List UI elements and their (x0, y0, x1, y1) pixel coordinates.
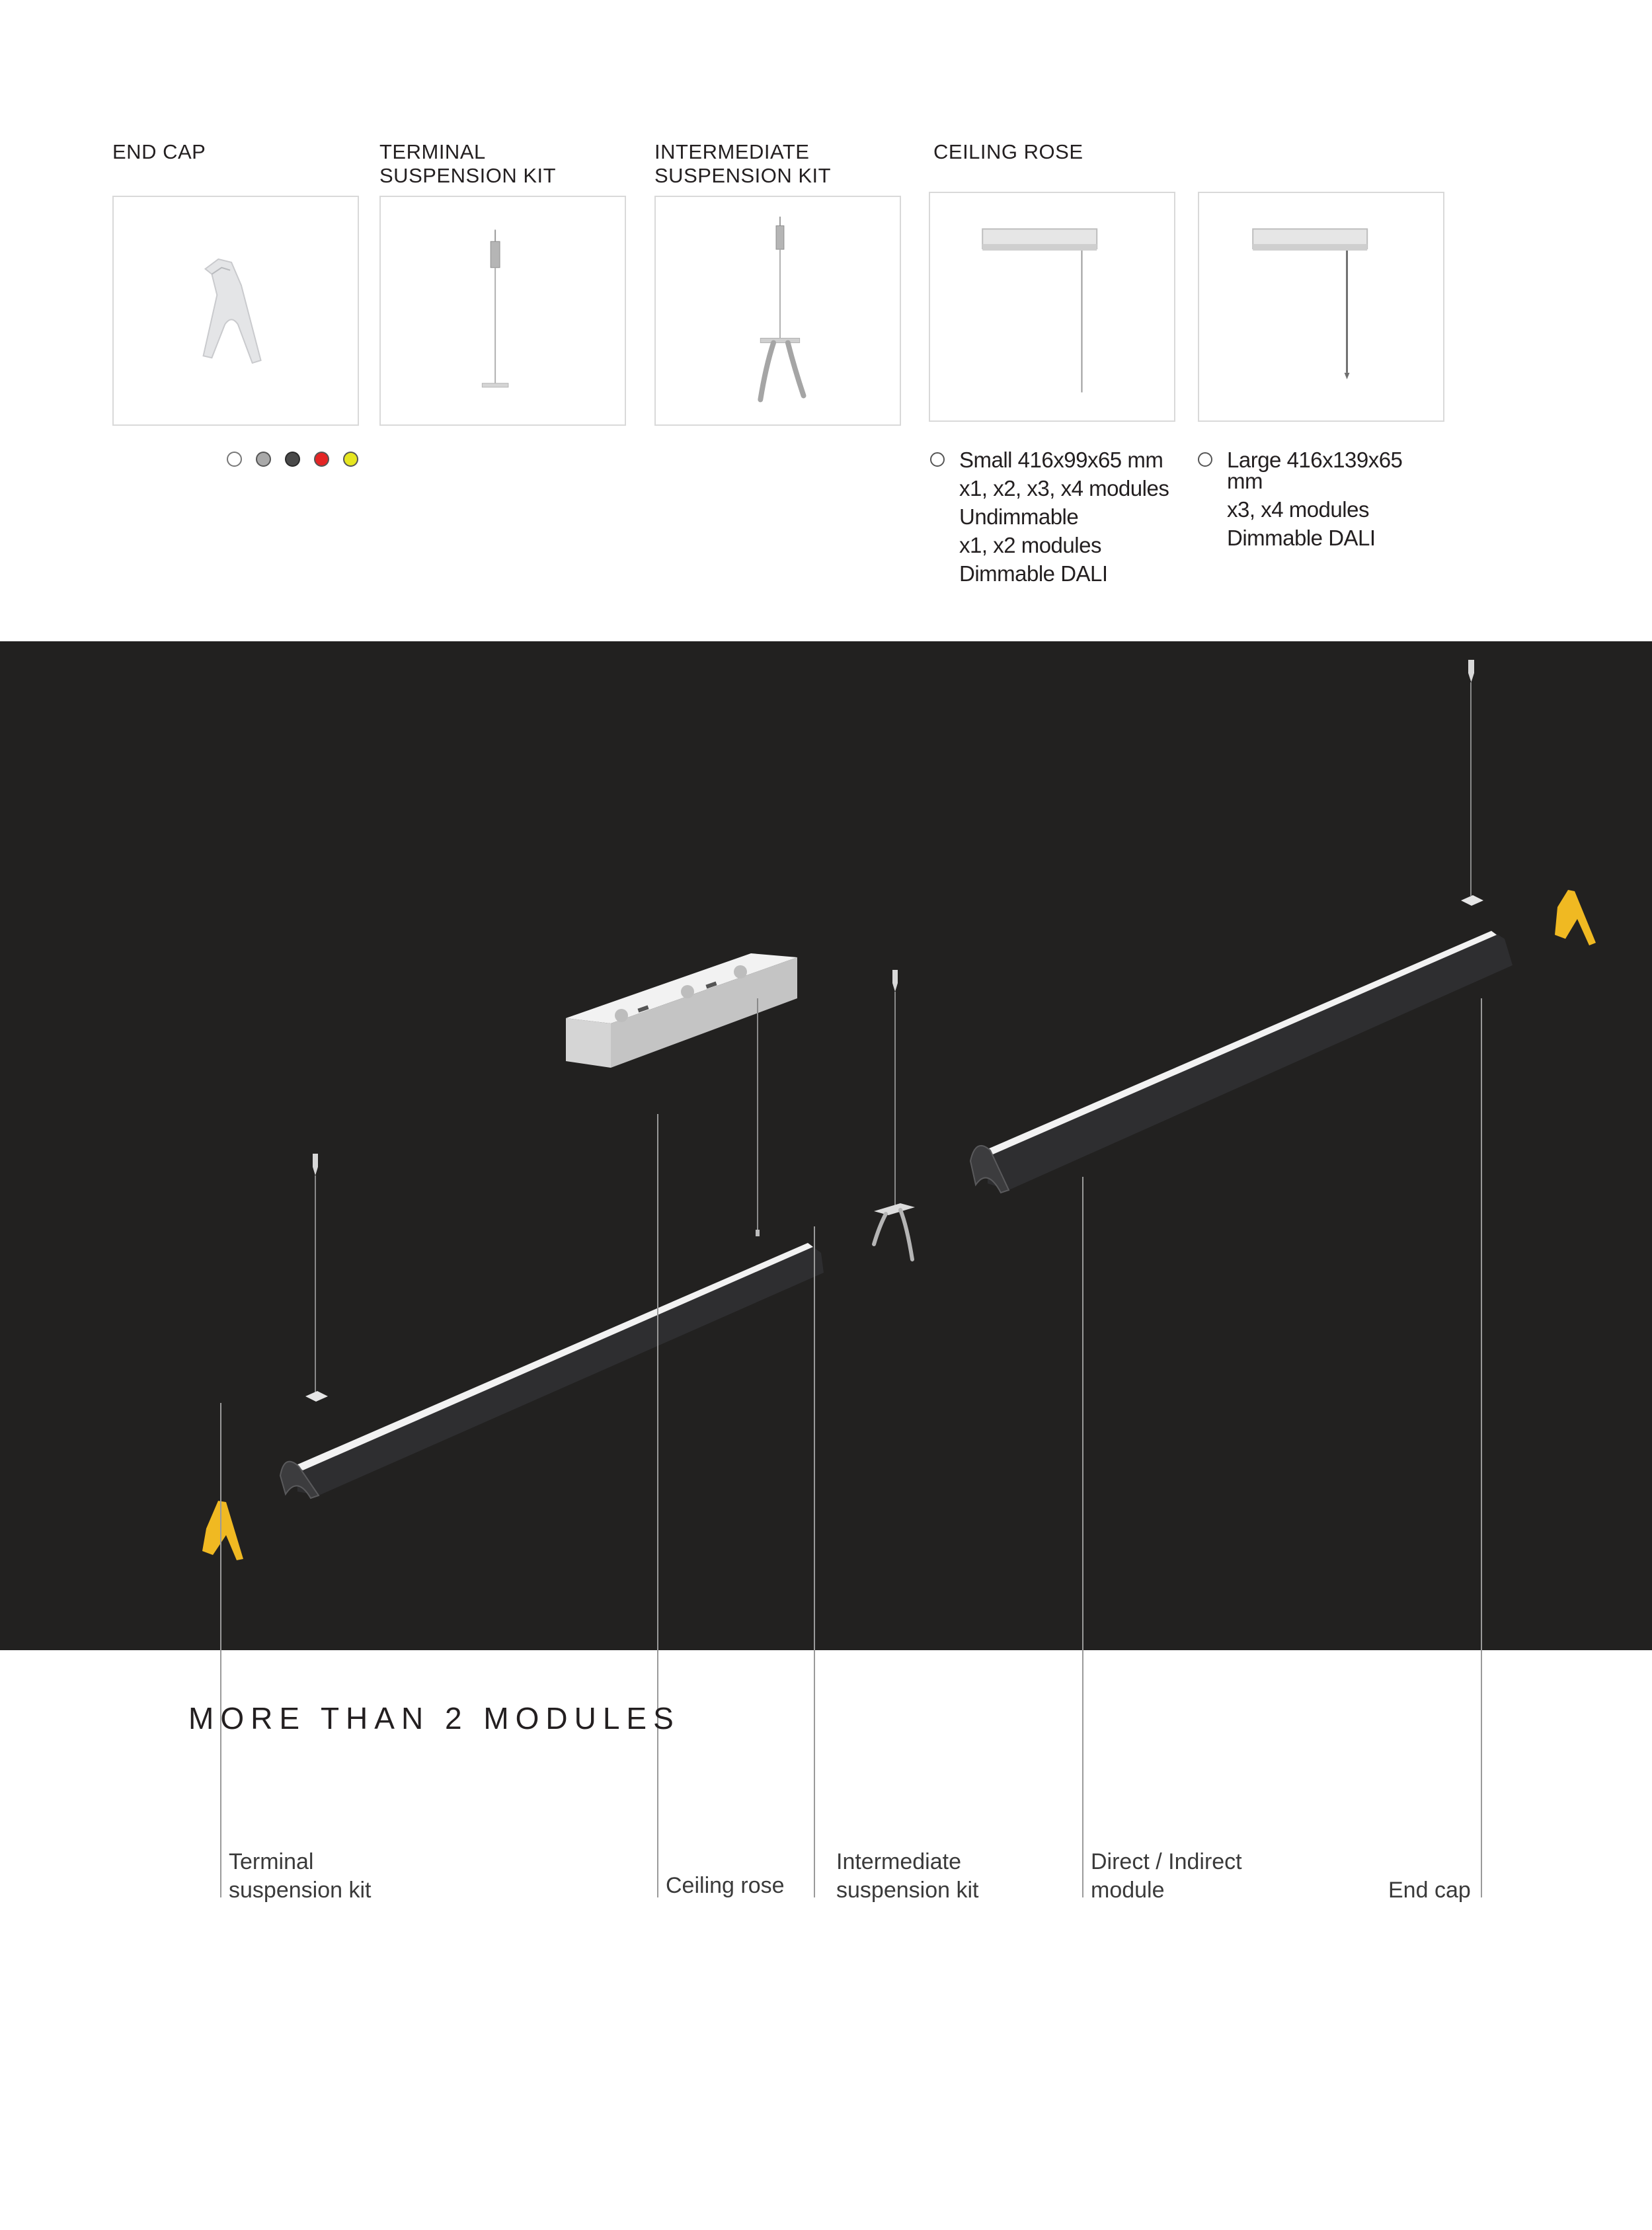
large-option-modules: x3, x4 modules (1227, 497, 1369, 522)
module-label: Direct / Indirect module (1091, 1849, 1242, 1903)
end-cap-thumbnail (112, 196, 359, 426)
end-cap-heading: END CAP (112, 140, 206, 163)
end-cap-leader (1481, 998, 1482, 1897)
ceiling-rose-large-radio[interactable] (1198, 452, 1212, 467)
direct-indirect-module-right (970, 931, 1513, 1193)
intermediate-kit-heading: INTERMEDIATE SUSPENSION KIT (654, 140, 832, 187)
ceiling-rose-label: Ceiling rose (666, 1873, 785, 1898)
intermediate-kit-label: Intermediate suspension kit (836, 1849, 979, 1903)
terminal-kit-label: Terminal suspension kit (229, 1849, 372, 1903)
small-option-dali: Dimmable DALI (959, 561, 1108, 586)
small-option-undimmable: Undimmable (959, 504, 1079, 529)
ceiling-rose-box (566, 953, 797, 1236)
ceiling-rose-heading: CEILING ROSE (933, 140, 1083, 163)
module-leader (1082, 1177, 1083, 1897)
terminal-suspension-kit-left (305, 1154, 328, 1402)
large-option-size: Large 416x139x65 (1227, 448, 1403, 472)
swatch-anthracite[interactable] (285, 452, 300, 467)
exploded-view-panel (0, 641, 1652, 1650)
end-cap-label: End cap (1388, 1878, 1471, 1903)
terminal-suspension-kit-right (1461, 660, 1483, 906)
end-cap-shape (204, 259, 261, 363)
terminal-kit-thumbnail (379, 196, 626, 426)
intermediate-kit-thumbnail (654, 196, 901, 426)
ceiling-rose-small-thumbnail (929, 192, 1175, 422)
small-option-size: Small 416x99x65 mm (959, 448, 1163, 472)
swatch-white[interactable] (227, 452, 242, 467)
end-cap-right (1555, 890, 1596, 945)
small-option-modules-undimmable: x1, x2, x3, x4 modules (959, 476, 1169, 500)
intermediate-kit-leader (814, 1226, 815, 1897)
swatch-yellow[interactable] (343, 452, 358, 467)
swatch-red[interactable] (314, 452, 329, 467)
terminal-kit-heading: TERMINAL SUSPENSION KIT (379, 140, 557, 187)
terminal-kit-leader (220, 1403, 221, 1897)
ceiling-rose-large-thumbnail (1198, 192, 1444, 422)
ceiling-rose-small-radio[interactable] (930, 452, 945, 467)
swatch-grey[interactable] (256, 452, 271, 467)
intermediate-suspension-kit (874, 970, 915, 1259)
large-option-size-unit: mm (1227, 469, 1263, 493)
diagram-title: MORE THAN 2 MODULES (188, 1701, 680, 1735)
large-option-dali: Dimmable DALI (1227, 526, 1376, 550)
small-option-modules-dali: x1, x2 modules (959, 533, 1101, 557)
end-cap-left (202, 1501, 243, 1560)
direct-indirect-module-left (280, 1243, 824, 1498)
ceiling-rose-leader (657, 1114, 658, 1897)
